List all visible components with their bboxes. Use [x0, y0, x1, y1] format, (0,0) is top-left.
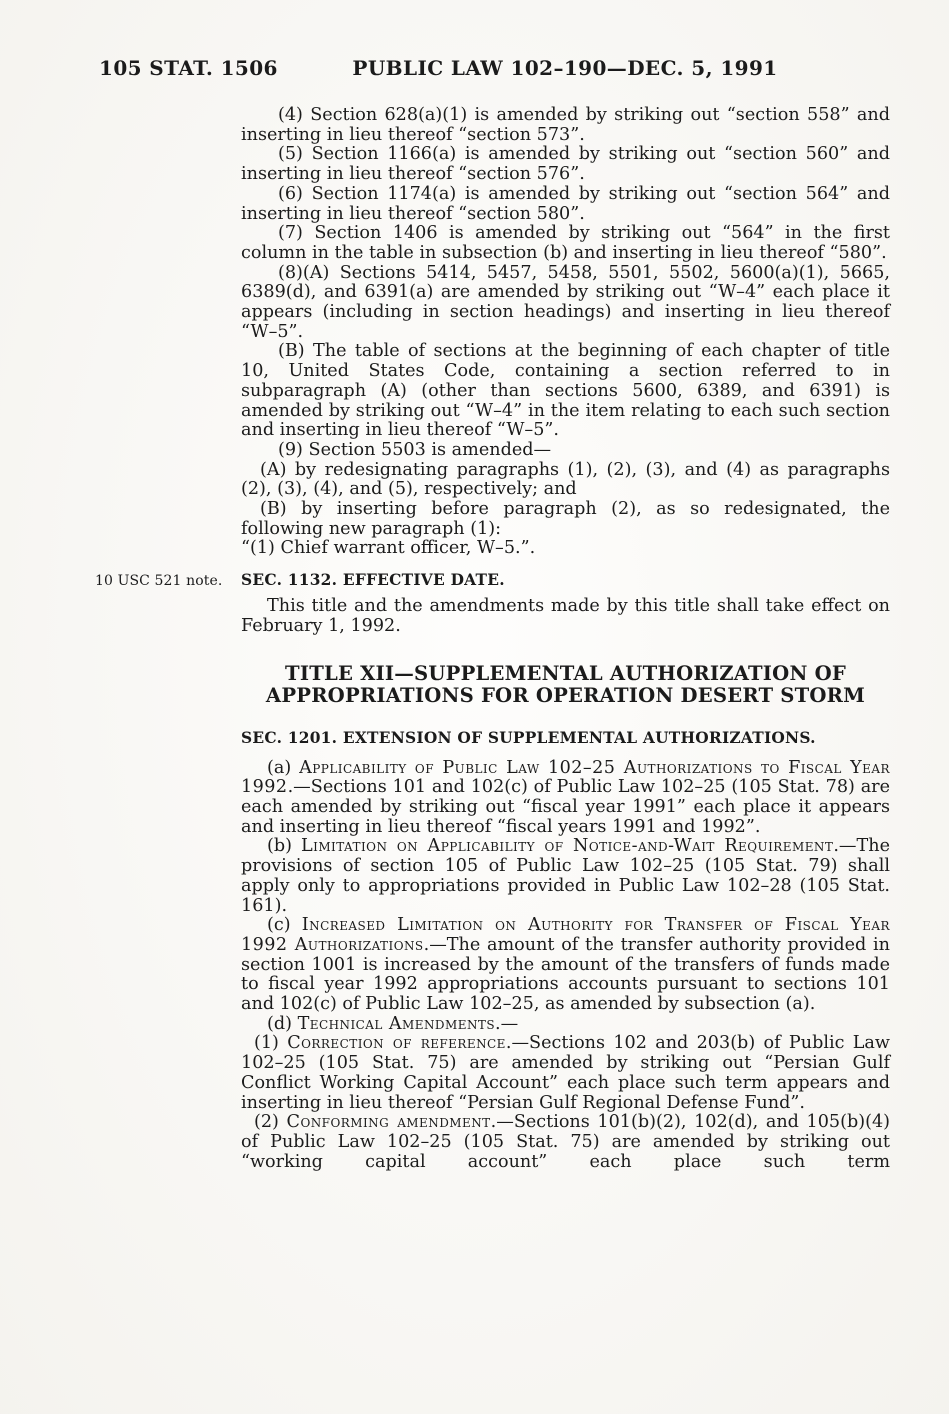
para-a-text: .—Sections 101 and 102(c) of Public Law 102–25 (105 Stat. 78) are each amended by striking out “fiscal year 1991” each place it appears and inserting in lieu thereof “fiscal years 1991 and 1992”. [241, 777, 890, 837]
para-b-text: .—The provisions of section 105 of Public Law 102–25 (105 Stat. 79) shall apply only to appropriations provided in Public Law 102–28 (105 Stat. 161). [241, 836, 890, 916]
para-d1-text: .—Sections 102 and 203(b) of Public Law 102–25 (105 Stat. 75) are amended by striking out “Persian Gulf Conflict Working Capital Account” each place such term appears and inserting in lieu thereof “Persian Gulf Regional Defense Fund”. [241, 1033, 890, 1113]
sec-1132-block [95, 571, 890, 590]
sec-1201-para-a [241, 759, 890, 838]
para-c-text: .—The amount of the transfer authority provided in section 1001 is increased by the amount of the transfers of funds made to fiscal year 1992 appropriations accounts pursuant to sections 101 and 102(c) of Public Law 102–25, as amended by subsection (a). [241, 934, 891, 1015]
title-xii-line2: APPROPRIATIONS FOR OPERATION DESERT STORM [265, 684, 866, 708]
para-d2-text: .—Sections 101(b)(2), 102(d), and 105(b)(4) of Public Law 102–25 (105 Stat. 75) are amended by striking out “working capital account” each place such term [241, 1112, 891, 1172]
amendment-paragraph-9a: (A) by redesignating paragraphs (1), (2), (3), and (4) as paragraphs (2), (3), (4), and (5), respectively; and [241, 459, 890, 500]
sec-1201-para-b [241, 837, 890, 916]
para-d2-label: Conforming amendment [286, 1112, 491, 1133]
para-d-number: (d) [267, 1013, 298, 1034]
amendment-paragraph-5: (5) Section 1166(a) is amended by striking out “section 560” and inserting in lieu thereof “section 576”. [241, 144, 890, 185]
amendment-paragraph-8a: (8)(A) Sections 5414, 5457, 5458, 5501, 5502, 5600(a)(1), 5665, 6389(d), and 6391(a) are amended by striking out “W–4” each place it appears (including in section headings) and inserting in lieu thereof “W–5”. [241, 262, 890, 342]
para-b-number: (b) [267, 836, 301, 857]
title-xii-line1: TITLE XII—SUPPLEMENTAL AUTHORIZATION OF [285, 661, 846, 685]
para-d1-label: Correction of reference [287, 1033, 506, 1054]
amendment-paragraph-7: (7) Section 1406 is amended by striking out “564” in the first column in the table in subsection (b) and inserting in lieu thereof “580”. [241, 223, 890, 263]
law-header-title: PUBLIC LAW 102–190—DEC. 5, 1991 [352, 56, 778, 80]
sec-1201-para-d2 [241, 1113, 890, 1172]
amendment-paragraph-6: (6) Section 1174(a) is amended by striking out “section 564” and inserting in lieu thereof “section 580”. [241, 183, 890, 224]
title-xii-heading [241, 663, 890, 708]
sec-1132-heading: SEC. 1132. EFFECTIVE DATE. [241, 571, 505, 590]
para-d1-number: (1) [254, 1033, 288, 1054]
amendment-paragraph-9: (9) Section 5503 is amended— [278, 439, 552, 460]
amendment-paragraph-4: (4) Section 628(a)(1) is amended by striking out “section 558” and inserting in lieu thereof “section 573”. [241, 105, 890, 145]
text-column [95, 105, 891, 1172]
para-a-number: (a) [267, 757, 300, 778]
sec-1201-para-d1 [241, 1034, 890, 1113]
sec-1201-heading: SEC. 1201. EXTENSION OF SUPPLEMENTAL AUTHORIZATIONS. [241, 728, 816, 747]
sec-1201-para-c [241, 916, 890, 1015]
para-d-label: Technical Amendments [297, 1013, 496, 1034]
amendment-paragraph-8b: (B) The table of sections at the beginning of each chapter of title 10, United States Code, containing a section referred to in subparagraph (A) (other than sections 5600, 6389, and 6391) is amended by striking out “W–4” in the item relating to each such section and inserting in lieu thereof “W–5”. [241, 341, 890, 441]
para-d-text: .— [495, 1013, 519, 1034]
sec-1201-para-d [241, 1015, 890, 1035]
margin-note-10-usc-521: 10 USC 521 note. [95, 573, 223, 590]
para-a-label: Applicability of Public Law 102–25 Authorizations to Fiscal Year 1992 [241, 757, 890, 798]
para-c-number: (c) [267, 915, 302, 936]
sec-1132-body: This title and the amendments made by this title shall take effect on February 1, 1992. [241, 596, 890, 636]
para-c-label: Increased Limitation on Authority for Transfer of Fiscal Year 1992 Authorizations [241, 915, 890, 955]
stat-page-number: 105 STAT. 1506 [99, 56, 278, 80]
quoted-new-paragraph: “(1) Chief warrant officer, W–5.”. [241, 538, 536, 559]
para-b-label: Limitation on Applicability of Notice-and-Wait Requirement [301, 836, 834, 857]
amendment-paragraph-9b: (B) by inserting before paragraph (2), as so redesignated, the following new paragraph (1): [241, 499, 890, 539]
para-d2-number: (2) [254, 1112, 287, 1133]
